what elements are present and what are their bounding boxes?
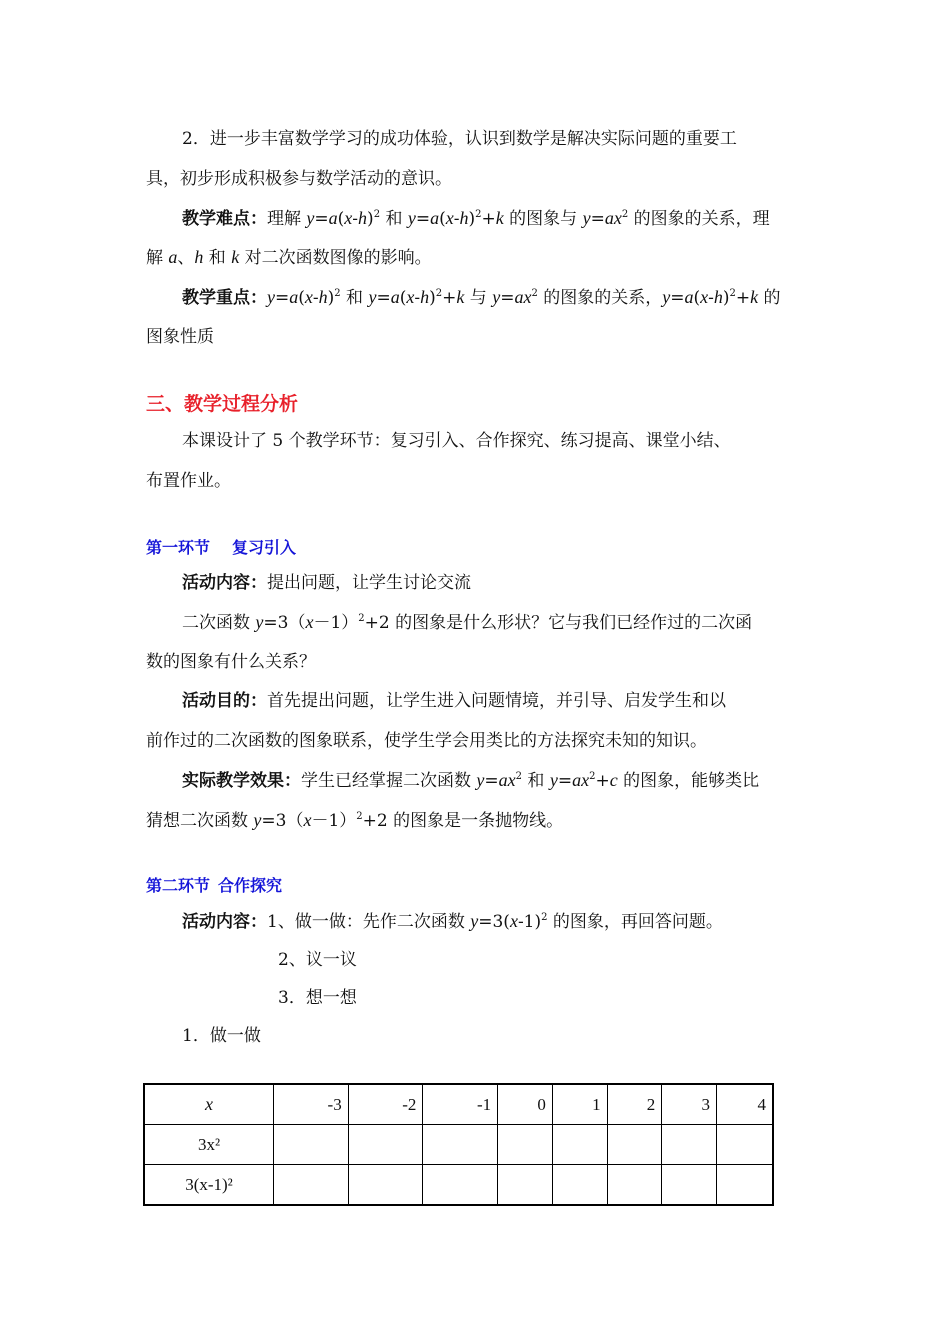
section-3-heading: 三、教学过程分析 xyxy=(146,393,299,415)
stage-1-purpose-line2: 前作过的二次函数的图象联系，使学生学会用类比的方法探究未知的知识。 xyxy=(146,731,707,751)
table-cell xyxy=(552,1165,607,1206)
stage-1-question: 二次函数 $y=3(x-1)^2+2$ 的图象是什么形状？它与我们已经作过的二次函 xyxy=(182,612,753,633)
table-cell: -1 xyxy=(423,1084,498,1125)
table-row xyxy=(144,1125,773,1165)
table-cell: -2 xyxy=(348,1084,423,1125)
table-cell xyxy=(498,1125,553,1165)
table-cell xyxy=(662,1125,717,1165)
table-cell xyxy=(348,1165,423,1206)
section-3-intro-line2: 布置作业。 xyxy=(146,471,231,491)
teaching-difficulty-line2: 解 a、h 和 k 对二次函数图像的影响。 xyxy=(146,247,432,268)
keypoint-label: 教学重点： xyxy=(182,288,267,308)
table-cell xyxy=(498,1165,553,1206)
table-cell xyxy=(423,1125,498,1165)
goal-item-2-line1: 2．进一步丰富数学学习的成功体验，认识到数学是解决实际问题的重要工 xyxy=(182,129,737,149)
stage-1-question-line2: 数的图象有什么关系？ xyxy=(146,652,316,672)
difficulty-label: 教学难点： xyxy=(182,209,267,229)
table-cell: -3 xyxy=(274,1084,349,1125)
value-table xyxy=(143,1083,774,1206)
table-cell xyxy=(716,1165,773,1206)
goal-item-2-line2: 具，初步形成积极参与数学活动的意识。 xyxy=(146,169,452,189)
teaching-difficulty: 教学难点：理解 $y=a(x-h)^2$ 和 $y=a(x-h)^2+k$ 的图象与 $y=ax^2$ 的图象的关系，理 xyxy=(182,208,770,229)
table-cell xyxy=(607,1165,662,1206)
row-label-3x2: 3x² xyxy=(144,1125,274,1165)
table-cell: 0 xyxy=(498,1084,553,1125)
table-row xyxy=(144,1084,773,1125)
stage-2-subheading: 1．做一做 xyxy=(182,1026,261,1046)
table-cell xyxy=(423,1165,498,1206)
table-cell xyxy=(274,1125,349,1165)
table-cell: 4 xyxy=(716,1084,773,1125)
stage-1-heading: 第一环节 复习引入 xyxy=(146,538,297,557)
table-cell xyxy=(716,1125,773,1165)
stage-2-heading: 第二环节 合作探究 xyxy=(146,876,283,895)
stage-1-effect: 实际教学效果：学生已经掌握二次函数 $y=ax^2$ 和 $y=ax^2+c$ 的图象，能够类比 xyxy=(182,770,760,791)
stage-2-activity: 活动内容：1、做一做：先作二次函数 $y=3(x-1)^2$ 的图象，再回答问题。 xyxy=(182,911,723,932)
table-cell: 3 xyxy=(662,1084,717,1125)
table-cell xyxy=(607,1125,662,1165)
stage-1-activity: 活动内容：提出问题，让学生讨论交流 xyxy=(182,573,471,593)
stage-2-item-2: 2、议一议 xyxy=(278,950,357,970)
table-cell: 1 xyxy=(552,1084,607,1125)
table-cell: 2 xyxy=(607,1084,662,1125)
teaching-keypoint: 教学重点：$y=a(x-h)^2$ 和 $y=a(x-h)^2+k$ 与 $y=ax^2$ 的图象的关系，$y=a(x-h)^2+k$ 的 xyxy=(182,287,781,308)
table-cell xyxy=(552,1125,607,1165)
stage-2-item-3: 3．想一想 xyxy=(278,988,357,1008)
stage-1-effect-line2: 猜想二次函数 $y=3(x-1)^2+2$ 的图象是一条抛物线。 xyxy=(146,810,564,831)
section-3-intro-line1: 本课设计了 5 个教学环节：复习引入、合作探究、练习提高、课堂小结、 xyxy=(182,431,731,451)
row-label-3x-1-2: 3(x-1)² xyxy=(144,1165,274,1206)
stage-1-purpose: 活动目的：首先提出问题，让学生进入问题情境，并引导、启发学生和以 xyxy=(182,691,726,711)
row-label-x: x xyxy=(144,1084,274,1125)
teaching-keypoint-line2: 图象性质 xyxy=(146,327,214,347)
table-cell xyxy=(662,1165,717,1206)
table-cell xyxy=(348,1125,423,1165)
table-cell xyxy=(274,1165,349,1206)
table-row xyxy=(144,1165,773,1206)
